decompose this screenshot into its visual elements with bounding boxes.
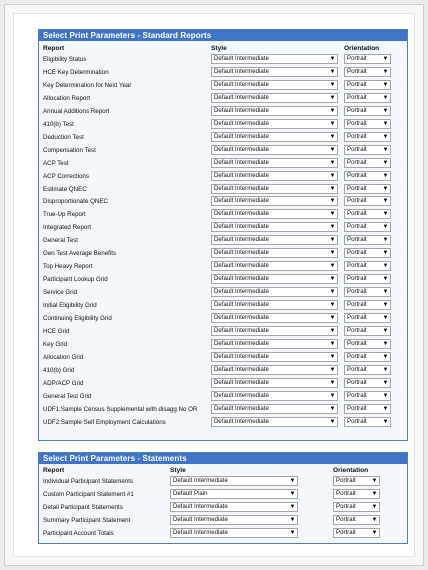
report-name: Gen Test Average Benefits: [43, 250, 117, 258]
style-value: Default Intermediate: [214, 391, 269, 399]
style-value: Default Intermediate: [214, 132, 269, 140]
orientation-value: Portrait: [336, 490, 356, 497]
orientation-value: Portrait: [347, 119, 367, 127]
orientation-select[interactable]: [344, 287, 391, 297]
report-name: Custom Participant Statement #1: [43, 491, 134, 498]
chevron-down-icon: [329, 289, 336, 296]
style-select[interactable]: [211, 391, 338, 401]
report-row: [39, 527, 407, 540]
chevron-down-icon: [382, 147, 389, 154]
orientation-select[interactable]: [344, 391, 391, 401]
chevron-down-icon: [329, 69, 336, 76]
report-name: Participant Lookup Grid: [43, 276, 108, 284]
style-value: Default Intermediate: [214, 288, 269, 296]
style-select[interactable]: [211, 326, 338, 336]
report-name: ACP Test: [43, 159, 69, 167]
chevron-down-icon: [329, 315, 336, 322]
orientation-value: Portrait: [347, 106, 367, 114]
orientation-value: Portrait: [336, 529, 356, 536]
style-select[interactable]: [211, 378, 338, 388]
report-column-header: Report: [43, 467, 65, 474]
report-name: Individual Participant Statements: [43, 478, 134, 485]
report-row: [39, 299, 407, 312]
orientation-select[interactable]: [344, 184, 391, 194]
report-name: General Test Grid: [43, 392, 92, 400]
style-select[interactable]: [211, 365, 338, 375]
orientation-select[interactable]: [344, 300, 391, 310]
style-select[interactable]: [211, 132, 338, 142]
style-value: Default Intermediate: [214, 210, 269, 218]
report-row: [39, 221, 407, 234]
style-value: Default Intermediate: [173, 477, 228, 484]
style-select[interactable]: [211, 158, 338, 168]
orientation-select[interactable]: [344, 352, 391, 362]
report-row: [39, 234, 407, 247]
chevron-down-icon: [329, 82, 336, 89]
chevron-down-icon: [329, 198, 336, 205]
style-value: Default Intermediate: [214, 417, 269, 425]
report-row: [39, 416, 407, 429]
orientation-select[interactable]: [344, 196, 391, 206]
orientation-select[interactable]: [344, 93, 391, 103]
chevron-down-icon: [382, 134, 389, 141]
style-value: Default Intermediate: [214, 236, 269, 244]
report-row: [39, 195, 407, 208]
chevron-down-icon: [329, 108, 336, 115]
chevron-down-icon: [329, 380, 336, 387]
chevron-down-icon: [382, 250, 389, 257]
report-row: [39, 338, 407, 351]
chevron-down-icon: [289, 504, 296, 511]
style-select[interactable]: [211, 300, 338, 310]
orientation-select[interactable]: [344, 132, 391, 142]
style-select[interactable]: [211, 313, 338, 323]
orientation-value: Portrait: [347, 352, 367, 360]
style-select[interactable]: [170, 515, 298, 525]
report-row: [39, 286, 407, 299]
report-row: [39, 157, 407, 170]
style-value: Default Intermediate: [214, 404, 269, 412]
style-select[interactable]: [170, 476, 298, 486]
report-row: [39, 501, 407, 514]
chevron-down-icon: [329, 237, 336, 244]
style-select[interactable]: [211, 54, 338, 64]
chevron-down-icon: [329, 276, 336, 283]
chevron-down-icon: [371, 478, 378, 485]
report-row: [39, 475, 407, 488]
style-select[interactable]: [170, 528, 298, 538]
chevron-down-icon: [329, 56, 336, 63]
style-select[interactable]: [211, 196, 338, 206]
style-select[interactable]: [211, 248, 338, 258]
chevron-down-icon: [329, 354, 336, 361]
chevron-down-icon: [382, 302, 389, 309]
chevron-down-icon: [329, 160, 336, 167]
report-name: HCE Grid: [43, 327, 70, 335]
style-value: Default Intermediate: [214, 275, 269, 283]
chevron-down-icon: [371, 517, 378, 524]
report-name: Integrated Report: [43, 224, 92, 232]
style-select[interactable]: [211, 80, 338, 90]
report-name: UDF1:Sample Census Supplemental with disagg No OR: [43, 405, 198, 413]
report-name: 410(b) Test: [43, 120, 74, 128]
chevron-down-icon: [382, 341, 389, 348]
report-name: Compensation Test: [43, 146, 96, 154]
chevron-down-icon: [382, 108, 389, 115]
report-name: ADP/ACP Grid: [43, 379, 84, 387]
style-column-header: Style: [211, 45, 227, 52]
report-row: [39, 118, 407, 131]
report-row: [39, 364, 407, 377]
chevron-down-icon: [382, 186, 389, 193]
orientation-column-header: Orientation: [333, 467, 369, 474]
style-select[interactable]: [211, 93, 338, 103]
report-column-header: Report: [43, 45, 65, 52]
orientation-select[interactable]: [344, 248, 391, 258]
style-select[interactable]: [211, 261, 338, 271]
orientation-value: Portrait: [347, 301, 367, 309]
report-name: UDF2:Sample Self Employment Calculations: [43, 418, 166, 426]
orientation-value: Portrait: [347, 210, 367, 218]
orientation-value: Portrait: [347, 171, 367, 179]
chevron-down-icon: [329, 302, 336, 309]
orientation-select[interactable]: [333, 515, 380, 525]
standard-reports-panel: [38, 29, 408, 441]
report-name: Deduction Test: [43, 133, 84, 141]
style-value: Default Intermediate: [173, 503, 228, 510]
chevron-down-icon: [382, 173, 389, 180]
chevron-down-icon: [329, 250, 336, 257]
chevron-down-icon: [382, 380, 389, 387]
chevron-down-icon: [382, 69, 389, 76]
chevron-down-icon: [382, 419, 389, 426]
chevron-down-icon: [382, 198, 389, 205]
style-value: Default Intermediate: [214, 106, 269, 114]
report-name: ACP Corrections: [43, 172, 89, 180]
style-select[interactable]: [211, 222, 338, 232]
chevron-down-icon: [382, 328, 389, 335]
orientation-select[interactable]: [344, 339, 391, 349]
chevron-down-icon: [382, 263, 389, 270]
chevron-down-icon: [329, 186, 336, 193]
chevron-down-icon: [329, 211, 336, 218]
style-value: Default Intermediate: [214, 249, 269, 257]
style-select[interactable]: [211, 352, 338, 362]
report-name: Annual Additions Report: [43, 107, 110, 115]
style-value: Default Plain: [173, 490, 208, 497]
chevron-down-icon: [329, 263, 336, 270]
style-select[interactable]: [211, 417, 338, 427]
chevron-down-icon: [289, 517, 296, 524]
orientation-select[interactable]: [344, 119, 391, 129]
orientation-select[interactable]: [344, 158, 391, 168]
orientation-value: Portrait: [347, 339, 367, 347]
orientation-value: Portrait: [347, 223, 367, 231]
style-value: Default Intermediate: [173, 529, 228, 536]
orientation-value: Portrait: [347, 158, 367, 166]
report-name: Continuing Eligibility Grid: [43, 315, 112, 322]
orientation-select[interactable]: [333, 502, 380, 512]
orientation-select[interactable]: [344, 378, 391, 388]
report-name: Initial Eligibility Grid: [43, 302, 97, 310]
style-select[interactable]: [211, 339, 338, 349]
report-row: [39, 312, 407, 325]
orientation-select[interactable]: [344, 145, 391, 155]
report-name: True-Up Report: [43, 211, 86, 219]
chevron-down-icon: [329, 328, 336, 335]
chevron-down-icon: [329, 341, 336, 348]
chevron-down-icon: [382, 160, 389, 167]
report-row: [39, 105, 407, 118]
chevron-down-icon: [329, 147, 336, 154]
style-value: Default Intermediate: [214, 352, 269, 360]
style-select[interactable]: [211, 287, 338, 297]
report-name: Allocation Report: [43, 94, 91, 102]
style-select[interactable]: [211, 274, 338, 284]
report-name: Top Heavy Report: [43, 263, 93, 271]
report-row: [39, 260, 407, 273]
orientation-value: Portrait: [347, 288, 367, 296]
chevron-down-icon: [371, 504, 378, 511]
chevron-down-icon: [382, 289, 389, 296]
chevron-down-icon: [329, 393, 336, 400]
chevron-down-icon: [382, 121, 389, 128]
report-row: [39, 247, 407, 260]
report-row: [39, 390, 407, 403]
report-row: [39, 208, 407, 221]
chevron-down-icon: [289, 530, 296, 537]
style-value: Default Intermediate: [214, 93, 269, 101]
orientation-select[interactable]: [344, 67, 391, 77]
chevron-down-icon: [289, 478, 296, 485]
chevron-down-icon: [382, 237, 389, 244]
style-select[interactable]: [211, 404, 338, 414]
style-value: Default Intermediate: [214, 301, 269, 309]
chevron-down-icon: [289, 491, 296, 498]
chevron-down-icon: [382, 95, 389, 102]
orientation-select[interactable]: [344, 106, 391, 116]
report-name: Summary Participant Statement: [43, 517, 131, 524]
orientation-column-header: Orientation: [344, 45, 380, 52]
style-value: Default Intermediate: [214, 197, 269, 205]
orientation-select[interactable]: [344, 209, 391, 219]
chevron-down-icon: [371, 491, 378, 498]
orientation-value: Portrait: [347, 145, 367, 153]
style-select[interactable]: [170, 502, 298, 512]
report-name: 410(b) Grid: [43, 366, 75, 374]
report-name: Service Grid: [43, 289, 78, 297]
report-name: General Test: [43, 237, 78, 245]
chevron-down-icon: [382, 224, 389, 231]
report-row: [39, 325, 407, 338]
orientation-value: Portrait: [347, 275, 367, 283]
orientation-select[interactable]: [333, 476, 380, 486]
report-name: Key Determination for Next Year: [43, 81, 132, 89]
page-content: [13, 13, 415, 557]
report-name: Eligibility Status: [43, 56, 87, 63]
orientation-value: Portrait: [347, 197, 367, 205]
style-value: Default Intermediate: [214, 145, 269, 153]
report-row: [39, 131, 407, 144]
report-row: [39, 79, 407, 92]
style-value: Default Intermediate: [173, 516, 228, 523]
statements-title: Select Print Parameters - Statements: [39, 453, 407, 464]
report-row: [39, 144, 407, 157]
orientation-select[interactable]: [344, 326, 391, 336]
chevron-down-icon: [371, 530, 378, 537]
orientation-select[interactable]: [344, 365, 391, 375]
orientation-value: Portrait: [347, 365, 367, 373]
orientation-select[interactable]: [344, 313, 391, 323]
report-row: [39, 170, 407, 183]
report-row: [39, 403, 407, 416]
style-select[interactable]: [211, 171, 338, 181]
report-name: Participant Account Totals: [43, 530, 114, 537]
orientation-value: Portrait: [347, 391, 367, 399]
orientation-value: Portrait: [347, 326, 367, 334]
orientation-value: Portrait: [347, 262, 367, 270]
report-name: Detail Participant Statements: [43, 504, 123, 511]
report-name: HCE Key Determination: [43, 68, 109, 76]
style-value: Default Intermediate: [214, 158, 269, 166]
orientation-value: Portrait: [347, 93, 367, 101]
chevron-down-icon: [382, 406, 389, 413]
orientation-value: Portrait: [347, 236, 367, 244]
chevron-down-icon: [382, 393, 389, 400]
orientation-value: Portrait: [336, 477, 356, 484]
report-row: [39, 66, 407, 79]
style-value: Default Intermediate: [214, 119, 269, 127]
chevron-down-icon: [382, 315, 389, 322]
chevron-down-icon: [329, 406, 336, 413]
style-value: Default Intermediate: [214, 365, 269, 373]
orientation-value: Portrait: [347, 378, 367, 386]
style-value: Default Intermediate: [214, 378, 269, 386]
style-select[interactable]: [211, 145, 338, 155]
style-value: Default Intermediate: [214, 67, 269, 75]
orientation-select[interactable]: [344, 235, 391, 245]
report-row: [39, 488, 407, 501]
style-value: Default Intermediate: [214, 171, 269, 179]
style-value: Default Intermediate: [214, 55, 269, 62]
style-column-header: Style: [170, 467, 186, 474]
orientation-value: Portrait: [347, 404, 367, 412]
chevron-down-icon: [382, 354, 389, 361]
style-value: Default Intermediate: [214, 184, 269, 192]
chevron-down-icon: [329, 121, 336, 128]
orientation-select[interactable]: [344, 171, 391, 181]
report-name: Allocation Grid: [43, 353, 84, 361]
orientation-select[interactable]: [344, 80, 391, 90]
standard-reports-title: Select Print Parameters - Standard Reports: [39, 30, 407, 41]
report-row: [39, 514, 407, 527]
chevron-down-icon: [329, 173, 336, 180]
chevron-down-icon: [329, 367, 336, 374]
style-select[interactable]: [211, 106, 338, 116]
orientation-select[interactable]: [344, 222, 391, 232]
orientation-value: Portrait: [336, 503, 356, 510]
orientation-value: Portrait: [347, 55, 367, 62]
orientation-value: Portrait: [347, 184, 367, 192]
orientation-value: Portrait: [347, 249, 367, 257]
orientation-value: Portrait: [347, 80, 367, 88]
chevron-down-icon: [329, 419, 336, 426]
style-value: Default Intermediate: [214, 262, 269, 270]
style-select[interactable]: [211, 119, 338, 129]
style-select[interactable]: [170, 489, 298, 499]
style-select[interactable]: [211, 67, 338, 77]
report-row: [39, 351, 407, 364]
orientation-select[interactable]: [344, 417, 391, 427]
report-row: [39, 183, 407, 196]
orientation-select[interactable]: [333, 528, 380, 538]
chevron-down-icon: [329, 95, 336, 102]
style-value: Default Intermediate: [214, 339, 269, 347]
orientation-select[interactable]: [344, 404, 391, 414]
orientation-value: Portrait: [347, 132, 367, 140]
orientation-value: Portrait: [347, 67, 367, 75]
style-value: Default Intermediate: [214, 314, 269, 321]
style-value: Default Intermediate: [214, 223, 269, 231]
orientation-select[interactable]: [344, 274, 391, 284]
report-row: [39, 273, 407, 286]
chevron-down-icon: [382, 276, 389, 283]
chevron-down-icon: [382, 82, 389, 89]
style-select[interactable]: [211, 209, 338, 219]
style-value: Default Intermediate: [214, 80, 269, 88]
chevron-down-icon: [382, 367, 389, 374]
chevron-down-icon: [329, 134, 336, 141]
statements-panel: [38, 452, 408, 544]
report-name: Disproportionate QNEC: [43, 198, 108, 206]
orientation-select[interactable]: [344, 54, 391, 64]
report-row: [39, 92, 407, 105]
chevron-down-icon: [329, 224, 336, 231]
orientation-value: Portrait: [336, 516, 356, 523]
orientation-select[interactable]: [333, 489, 380, 499]
report-row: [39, 377, 407, 390]
report-name: Key Grid: [43, 340, 68, 348]
orientation-select[interactable]: [344, 261, 391, 271]
report-name: Estimate QNEC: [43, 185, 87, 193]
orientation-value: Portrait: [347, 417, 367, 425]
report-row: [39, 53, 407, 66]
style-value: Default Intermediate: [214, 326, 269, 334]
orientation-value: Portrait: [347, 314, 367, 321]
style-select[interactable]: [211, 235, 338, 245]
chevron-down-icon: [382, 56, 389, 63]
chevron-down-icon: [382, 211, 389, 218]
style-select[interactable]: [211, 184, 338, 194]
